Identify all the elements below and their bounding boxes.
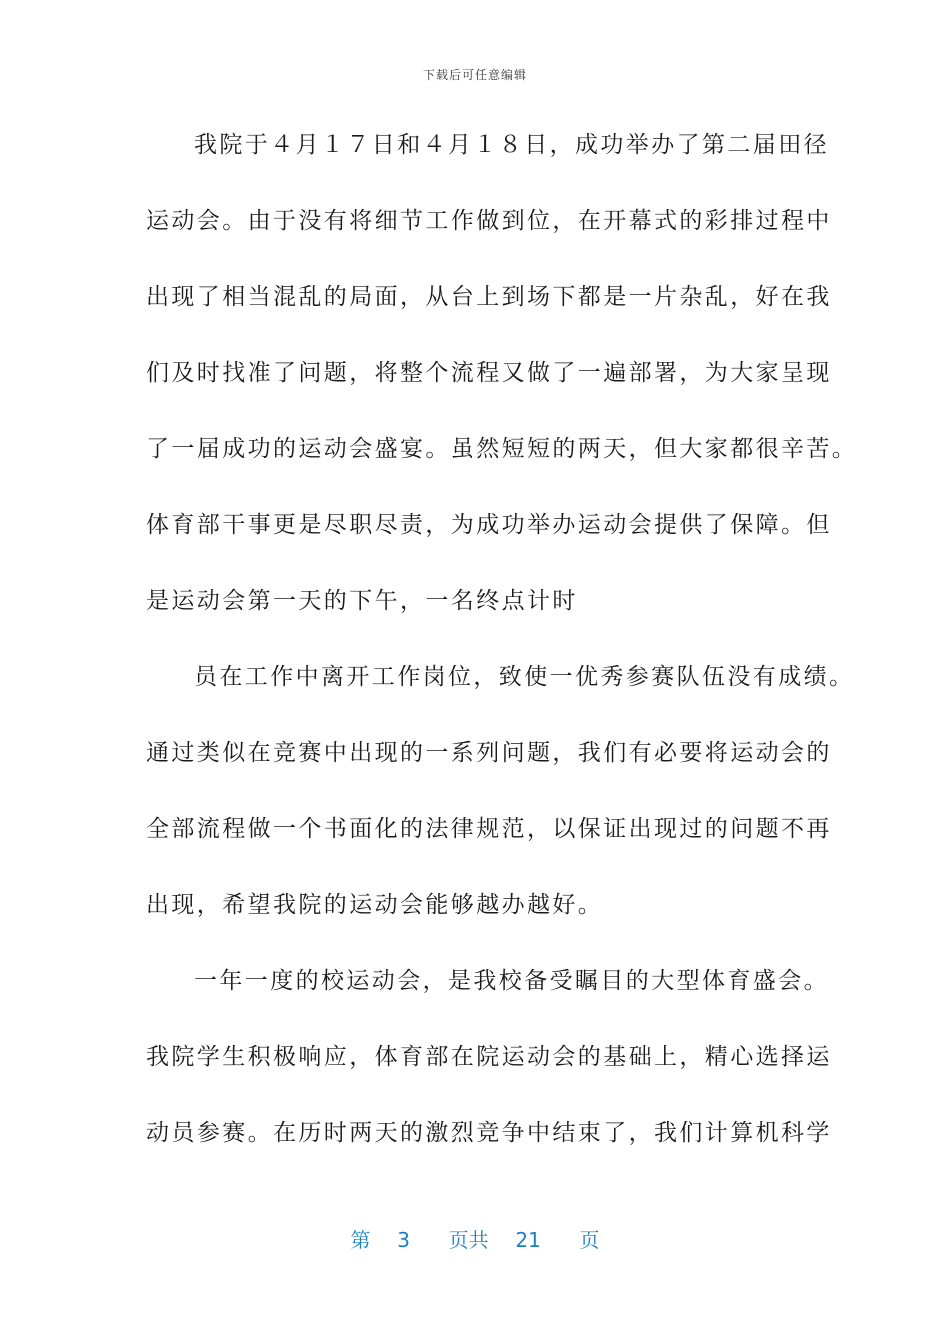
footer-total-pages: 21 [515, 1228, 541, 1252]
page-footer [0, 1224, 950, 1253]
paragraph-1-line-5: 了一届成功的运动会盛宴。虽然短短的两天，但大家都很辛苦。 [146, 436, 858, 462]
paragraph-1-line-6: 体育部干事更是尽职尽责，为成功举办运动会提供了保障。但 [146, 512, 832, 538]
paragraph-2-line-3: 全部流程做一个书面化的法律规范，以保证出现过的问题不再 [146, 816, 832, 842]
paragraph-2-line-4: 出现，希望我院的运动会能够越办越好。 [146, 892, 604, 918]
page-header: 下载后可任意编辑 [422, 68, 527, 82]
paragraph-2-line-2: 通过类似在竞赛中出现的一系列问题，我们有必要将运动会的 [146, 740, 832, 766]
paragraph-1-line-7: 是运动会第一天的下午，一名终点计时 [146, 588, 578, 614]
footer-current-page: 3 [397, 1228, 410, 1252]
footer-prefix: 第 [350, 1228, 371, 1252]
document-body [146, 120, 858, 1184]
paragraph-1-line-4: 们及时找准了问题，将整个流程又做了一遍部署，为大家呈现 [146, 360, 832, 386]
paragraph-3-line-2: 我院学生积极响应，体育部在院运动会的基础上，精心选择运 [146, 1044, 832, 1070]
paragraph-3-line-1: 一年一度的校运动会，是我校备受瞩目的大型体育盛会。 [194, 968, 829, 994]
footer-middle: 页共 [448, 1228, 489, 1252]
paragraph-2-line-1: 员在工作中离开工作岗位，致使一优秀参赛队伍没有成绩。 [194, 664, 855, 690]
paragraph-1-line-3: 出现了相当混乱的局面，从台上到场下都是一片杂乱，好在我 [146, 284, 832, 310]
paragraph-3-line-3: 动员参赛。在历时两天的激烈竞争中结束了，我们计算机科学 [146, 1120, 832, 1146]
paragraph-1-line-2: 运动会。由于没有将细节工作做到位，在开幕式的彩排过程中 [146, 208, 832, 234]
footer-suffix: 页 [579, 1228, 600, 1252]
paragraph-1-line-1: 我院于４月１７日和４月１８日，成功举办了第二届田径 [194, 132, 829, 158]
